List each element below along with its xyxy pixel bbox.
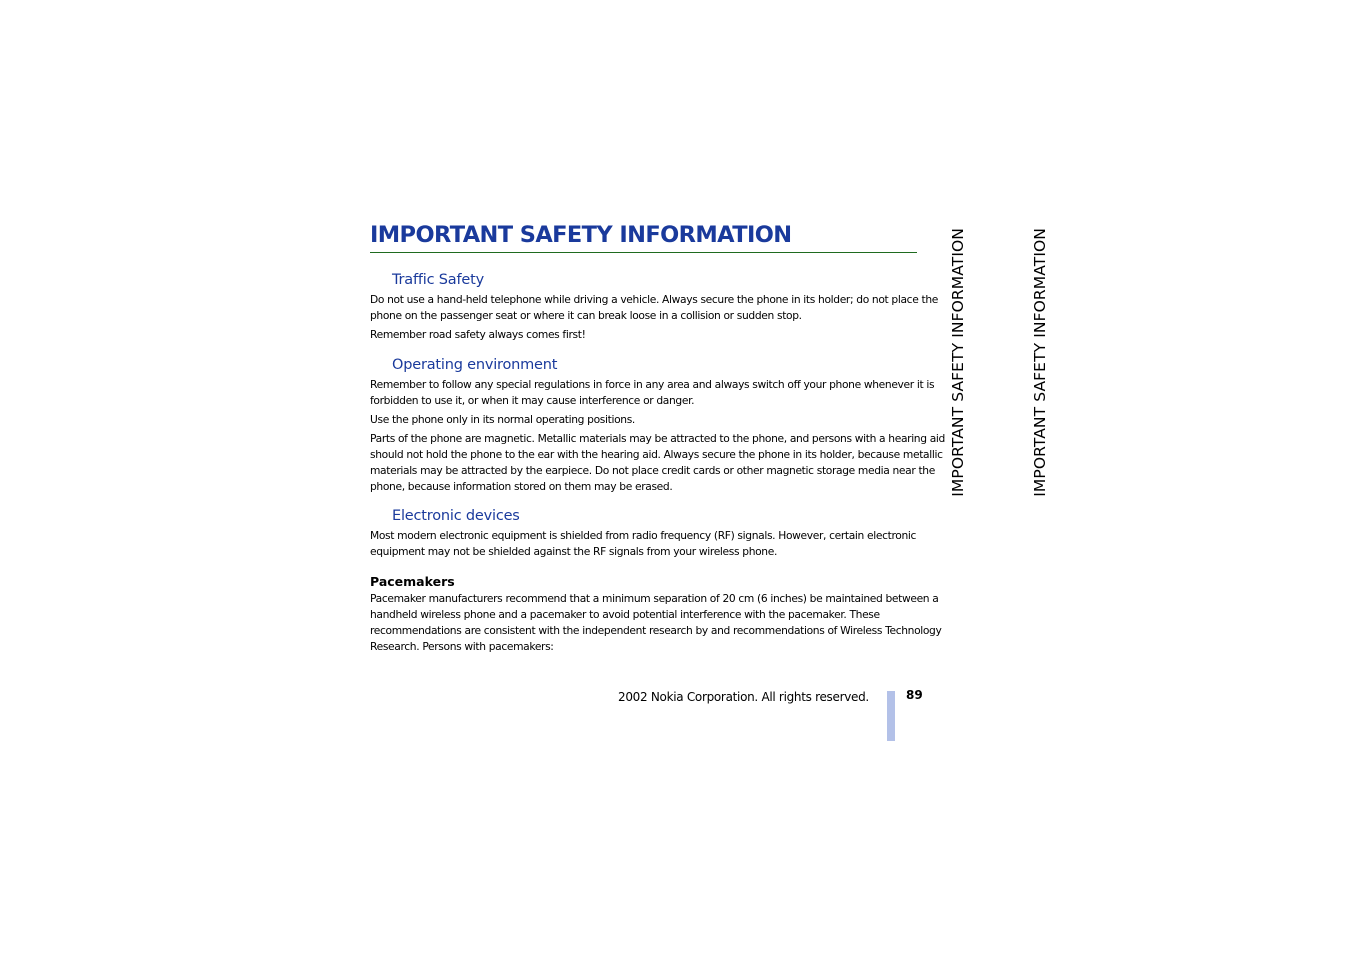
section-heading: Operating environment (392, 357, 558, 373)
side-tab-label (1030, 228, 1050, 508)
page-number: 89 (906, 688, 923, 702)
side-tab-text: IMPORTANT SAFETY INFORMATION (1031, 228, 1049, 497)
page-content (370, 220, 945, 658)
section-operating-environment (370, 357, 945, 495)
text-line: Most modern electronic equipment is shielded from radio frequency (RF) signals. However, certain electronic (370, 529, 917, 542)
paragraph (370, 377, 935, 409)
paragraph (370, 412, 935, 428)
paragraph (370, 528, 935, 560)
subsection-heading: Pacemakers (370, 574, 455, 589)
text-line: phone, because information stored on them may be erased. (370, 480, 673, 493)
text-line: forbidden to use it, or when it may cause interference or danger. (370, 394, 695, 407)
section-pacemakers (370, 574, 942, 655)
section-electronic-devices (370, 508, 935, 560)
side-tab-text: IMPORTANT SAFETY INFORMATION (949, 228, 967, 497)
text-line: Use the phone only in its normal operating positions. (370, 413, 635, 426)
paragraph (370, 431, 945, 495)
section-heading: Traffic Safety (392, 272, 484, 288)
copyright-footer: 2002 Nokia Corporation. All rights reserved. (618, 690, 869, 704)
text-line: should not hold the phone to the ear with the hearing aid. Always secure the phone in its holder, because metallic (370, 448, 943, 461)
paragraph (370, 292, 938, 324)
page-marker-bar (887, 691, 895, 741)
text-line: Remember to follow any special regulations in force in any area and always switch off your phone whenever it is (370, 378, 935, 391)
side-tab-label (948, 228, 968, 508)
text-line: Research. Persons with pacemakers: (370, 640, 554, 653)
paragraph (370, 591, 942, 655)
text-line: Do not use a hand-held telephone while driving a vehicle. Always secure the phone in its holder; do not place the (370, 293, 938, 306)
section-heading: Electronic devices (392, 508, 520, 524)
text-line: recommendations are consistent with the independent research by and recommendations of Wireless Technology (370, 624, 942, 637)
text-line: Parts of the phone are magnetic. Metallic materials may be attracted to the phone, and persons with a hearing aid (370, 432, 945, 445)
text-line: materials may be attracted by the earpiece. Do not place credit cards or other magnetic storage media near the (370, 464, 935, 477)
text-line: Remember road safety always comes first! (370, 328, 586, 341)
paragraph (370, 327, 935, 343)
page-title: IMPORTANT SAFETY INFORMATION (370, 220, 917, 253)
text-line: handheld wireless phone and a pacemaker to avoid potential interference with the pacemaker. These (370, 608, 880, 621)
text-line: Pacemaker manufacturers recommend that a minimum separation of 20 cm (6 inches) be maintained between a (370, 592, 939, 605)
section-traffic-safety (370, 272, 938, 343)
text-line: phone on the passenger seat or where it can break loose in a collision or sudden stop. (370, 309, 802, 322)
text-line: equipment may not be shielded against the RF signals from your wireless phone. (370, 545, 777, 558)
